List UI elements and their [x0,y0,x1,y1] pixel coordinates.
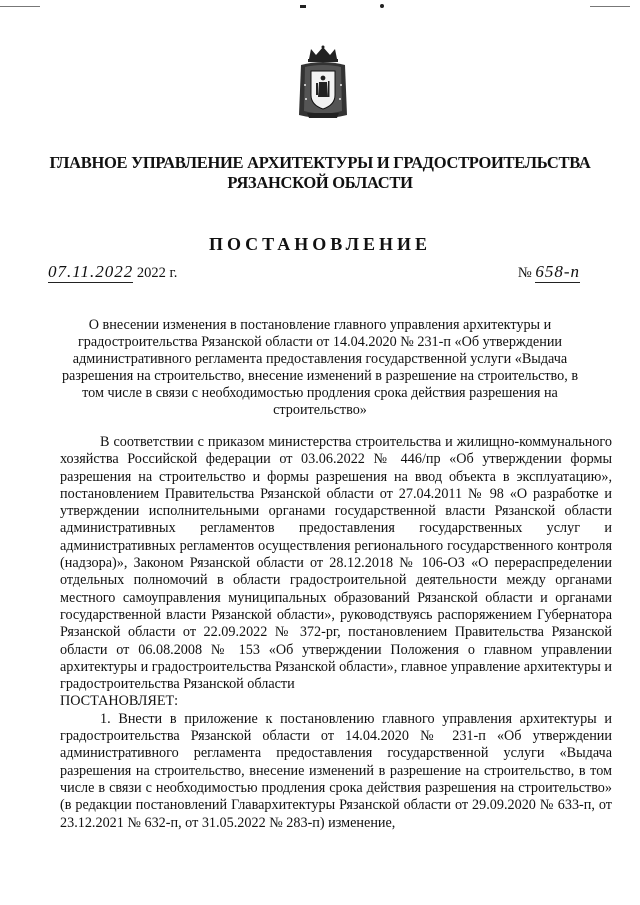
decree-word: ПОСТАНОВЛЯЕТ: [60,693,179,710]
document-type-title: ПОСТАНОВЛЕНИЕ [208,234,432,254]
agency-name-line2: РЯЗАНСКОЙ ОБЛАСТИ [227,173,413,192]
preamble-paragraph: В соответствии с приказом министерства строительства и жилищно-коммунального хозяйства Российской федерации от 03.06.2022 № 446/пр «Об утверждении формы разрешения на строительство и формы разрешения на ввод объекта в эксплуатацию», постановлением Правительства Рязанской области от 27.04.2011 № 98 «О разработке и утверждении исполнительными органами государственной власти Рязанской области административных регламентов предоставления государственных услуг и административных регламентов осуществления регионального государственного контроля (надзора)», Законом Рязанской области от 28.12.2018 № 106-ОЗ «О перераспределении отдельных полномочий в области градостроительной деятельности между органами местного самоуправления муниципальных образований Рязанской области и органами государственной власти Рязанской области», руководствуясь распоряжением Губернатора Рязанской области от 22.09.2022 № 372-рг, постановлением Правительства Рязанской области от 06.08.2008 № 153 «Об утверждении Положения о главном управлении архитектуры и градостроительства Рязанской области», главное управление архитектуры и градостроительства Рязанской области [60,434,612,693]
document-number [518,262,580,283]
date-year-suffix: 2022 г. [136,265,178,281]
coat-of-arms-emblem [297,45,349,121]
document-date [48,262,177,283]
number-sign: № [517,265,532,281]
document-subject: О внесении изменения в постановление главного управления архитектуры и градостроительства Рязанской области от 14.04.2020 № 231-п «Об утверждении административного регламента предоставления государственной услуги «Выдача разрешения на строительство, внесение изменений в разрешение на строительство, в том числе в связи с необходимостью продления срока действия разрешения на строительство» [61,317,579,418]
agency-name-line1: ГЛАВНОЕ УПРАВЛЕНИЕ АРХИТЕКТУРЫ И ГРАДОСТРОИТЕЛЬСТВА [49,153,591,172]
scan-top-marks [0,4,640,12]
document-body [60,434,612,832]
handwritten-number: 658-п [535,262,580,281]
handwritten-date: 07.11.2022 [48,262,134,281]
agency-header [40,153,600,193]
item-1-paragraph: 1. Внести в приложение к постановлению главного управления архитектуры и градостроительства Рязанской области от 14.04.2020 № 231-п «Об утверждении административного регламента предоставления государственной услуги «Выдача разрешения на строительство, внесение изменений в разрешение на строительство, в том числе в связи с необходимостью продления срока действия разрешения на строительство» (в редакции постановлений Главархитектуры Рязанской области от 29.09.2020 № 633-п, от 23.12.2021 № 632-п, от 31.05.2022 № 283-п) изменение, [60,710,612,831]
